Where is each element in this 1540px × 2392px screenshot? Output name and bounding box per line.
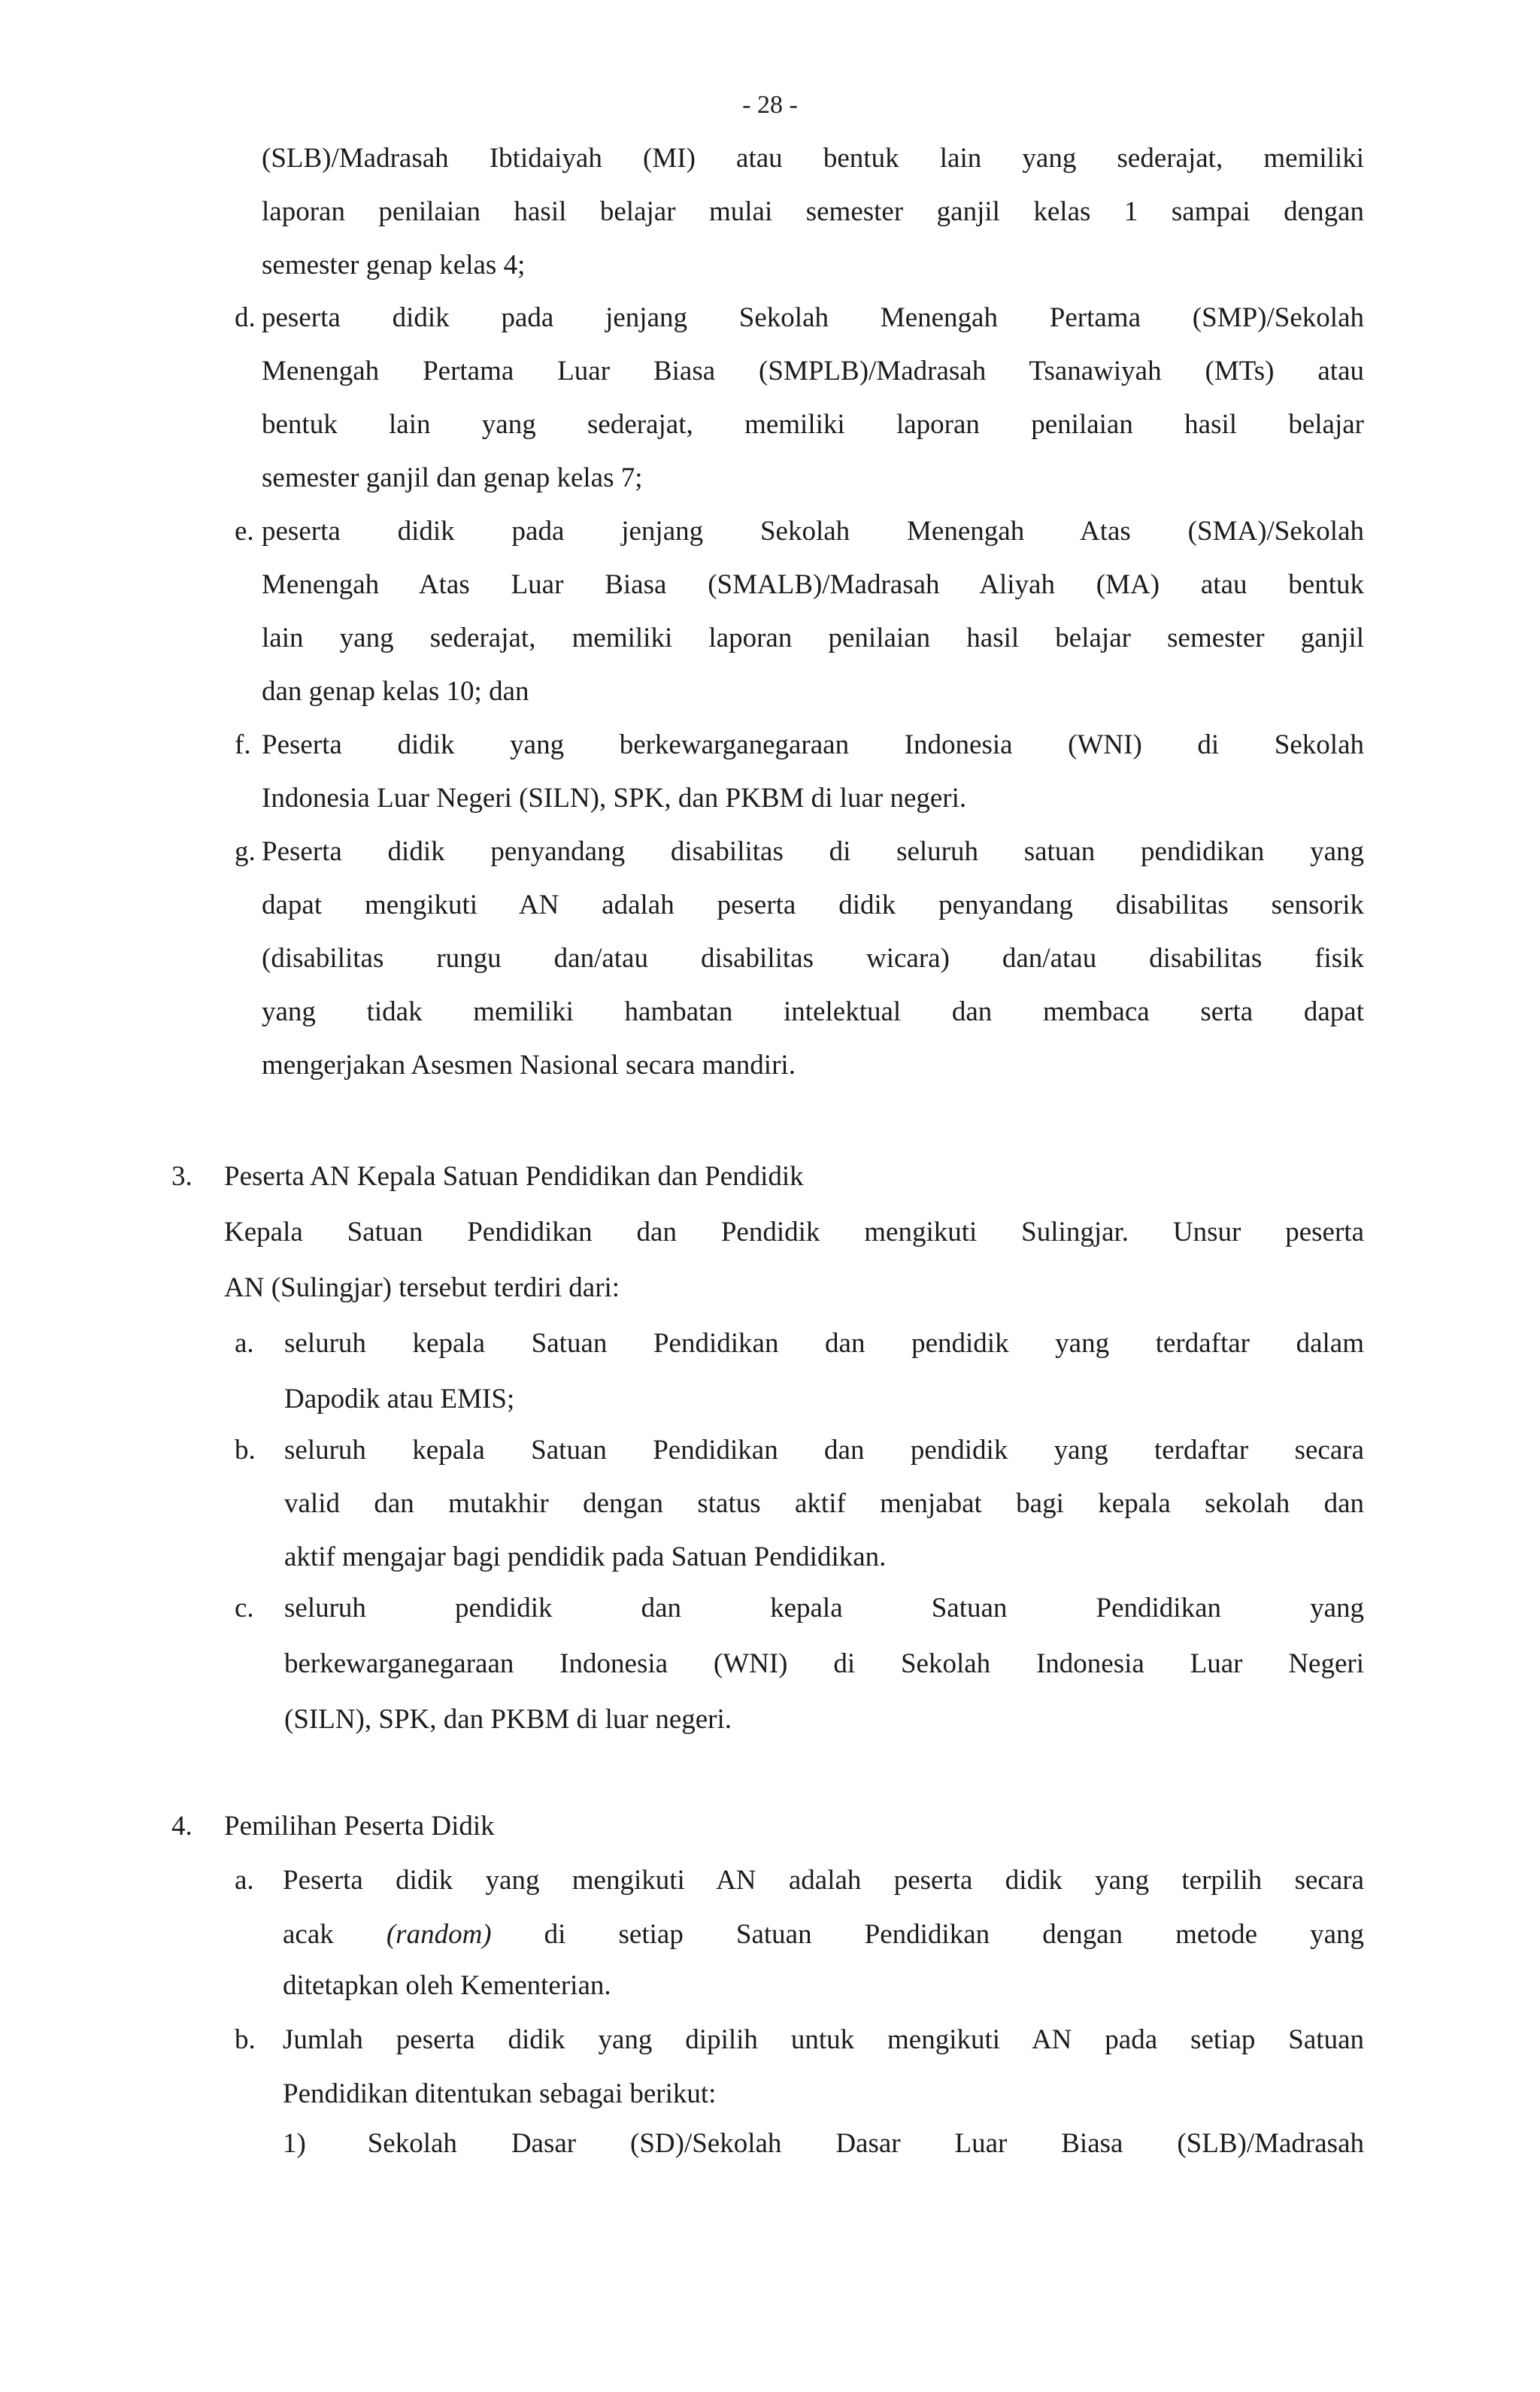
text-span: di setiap Satuan Pendidikan dengan metode yang — [544, 1919, 1364, 1950]
text-line: peserta didik pada jenjang Sekolah Menengah Atas (SMA)/Sekolah — [262, 516, 1364, 547]
text-line: Peserta didik penyandang disabilitas di seluruh satuan pendidikan yang — [262, 836, 1364, 867]
text-line: yang tidak memiliki hambatan intelektual dan membaca serta dapat — [262, 996, 1364, 1027]
text-line: lain yang sederajat, memiliki laporan penilaian hasil belajar semester ganjil — [262, 623, 1364, 653]
text-line: dan genap kelas 10; dan — [262, 676, 529, 707]
text-line: (SLB)/Madrasah Ibtidaiyah (MI) atau bentuk lain yang sederajat, memiliki — [262, 143, 1364, 174]
text-line: dapat mengikuti AN adalah peserta didik penyandang disabilitas sensorik — [262, 890, 1364, 920]
text-line: Kepala Satuan Pendidikan dan Pendidik mengikuti Sulingjar. Unsur peserta — [224, 1217, 1364, 1248]
text-line: laporan penilaian hasil belajar mulai semester ganjil kelas 1 sampai dengan — [262, 196, 1364, 227]
text-line: mengerjakan Asesmen Nasional secara mandiri. — [262, 1050, 796, 1081]
section-number: 3. — [171, 1161, 192, 1192]
list-marker: c. — [235, 1593, 254, 1623]
text-line: AN (Sulingjar) tersebut terdiri dari: — [224, 1272, 620, 1303]
list-marker: e. — [235, 516, 254, 547]
section-title: Pemilihan Peserta Didik — [224, 1811, 495, 1842]
list-marker: b. — [235, 1435, 256, 1466]
text-line — [283, 1916, 1364, 1954]
text-line: Peserta didik yang berkewarganegaraan Indonesia (WNI) di Sekolah — [262, 729, 1364, 760]
text-line: Pendidikan ditentukan sebagai berikut: — [283, 2078, 717, 2109]
list-marker: g. — [235, 836, 256, 867]
text-line: berkewarganegaraan Indonesia (WNI) di Sekolah Indonesia Luar Negeri — [284, 1648, 1364, 1679]
text-line: aktif mengajar bagi pendidik pada Satuan Pendidikan. — [284, 1542, 887, 1572]
section-number: 4. — [171, 1811, 192, 1842]
list-marker: a. — [235, 1865, 254, 1896]
list-marker: d. — [235, 302, 256, 333]
page-number: - 28 - — [742, 91, 798, 119]
text-line: Menengah Atas Luar Biasa (SMALB)/Madrasah Aliyah (MA) atau bentuk — [262, 569, 1364, 600]
text-line: Menengah Pertama Luar Biasa (SMPLB)/Madrasah Tsanawiyah (MTs) atau — [262, 356, 1364, 387]
text-line: valid dan mutakhir dengan status aktif menjabat bagi kepala sekolah dan — [284, 1488, 1364, 1519]
text-line: semester genap kelas 4; — [262, 250, 526, 280]
text-line: (disabilitas rungu dan/atau disabilitas wicara) dan/atau disabilitas fisik — [262, 943, 1364, 974]
text-span: Sekolah Dasar (SD)/Sekolah Dasar Luar Biasa (SLB)/Madrasah — [367, 2128, 1364, 2159]
list-marker: a. — [235, 1328, 254, 1359]
text-line: Jumlah peserta didik yang dipilih untuk mengikuti AN pada setiap Satuan — [283, 2024, 1364, 2055]
list-marker: b. — [235, 2024, 256, 2055]
text-line: bentuk lain yang sederajat, memiliki laporan penilaian hasil belajar — [262, 409, 1364, 440]
text-line: semester ganjil dan genap kelas 7; — [262, 462, 643, 493]
text-line: seluruh kepala Satuan Pendidikan dan pendidik yang terdaftar secara — [284, 1435, 1364, 1466]
text-line: Indonesia Luar Negeri (SILN), SPK, dan PKBM di luar negeri. — [262, 783, 967, 814]
text-line — [283, 2125, 1364, 2163]
text-span: acak — [283, 1919, 334, 1950]
text-line: Dapodik atau EMIS; — [284, 1384, 515, 1414]
list-marker: 1) — [283, 2128, 306, 2159]
text-line: Peserta didik yang mengikuti AN adalah peserta didik yang terpilih secara — [283, 1865, 1364, 1896]
text-line: peserta didik pada jenjang Sekolah Menengah Pertama (SMP)/Sekolah — [262, 302, 1364, 333]
list-marker: f. — [235, 729, 251, 760]
italic-term: (random) — [386, 1919, 492, 1950]
text-line: seluruh kepala Satuan Pendidikan dan pendidik yang terdaftar dalam — [284, 1328, 1364, 1359]
section-title: Peserta AN Kepala Satuan Pendidikan dan Pendidik — [224, 1161, 804, 1192]
text-line: seluruh pendidik dan kepala Satuan Pendidikan yang — [284, 1593, 1364, 1623]
text-line: ditetapkan oleh Kementerian. — [283, 1970, 611, 2001]
text-line: (SILN), SPK, dan PKBM di luar negeri. — [284, 1704, 732, 1735]
